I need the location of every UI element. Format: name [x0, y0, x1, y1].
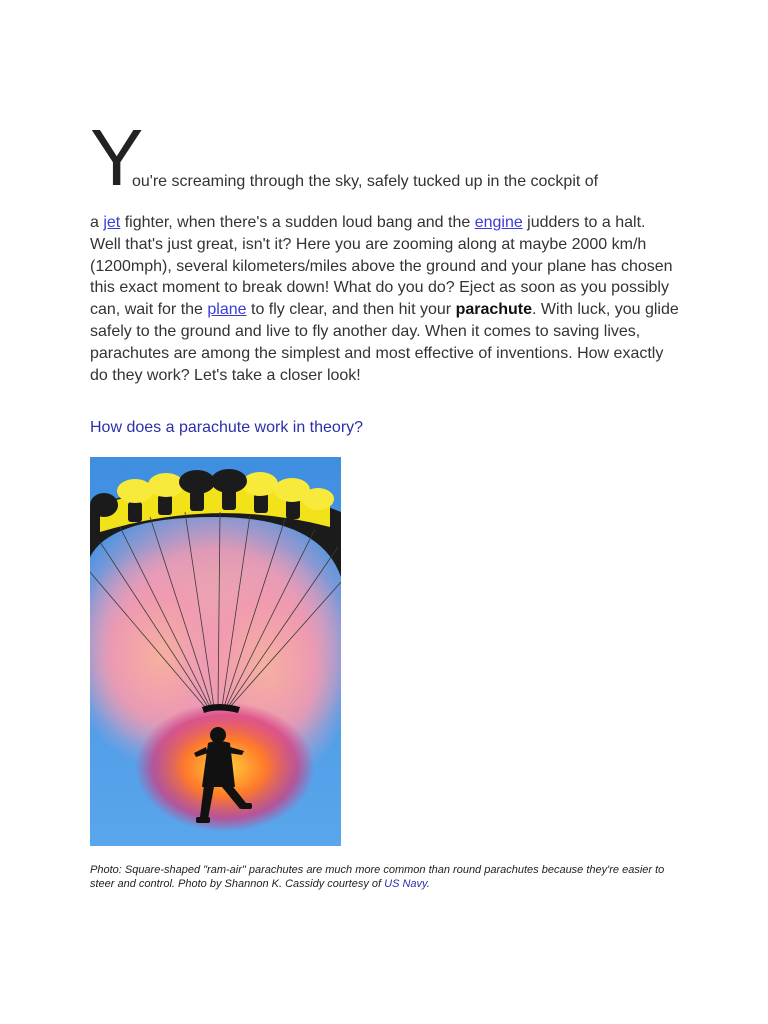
parachute-photo — [90, 457, 341, 846]
caption-end: . — [426, 878, 430, 890]
intro-first-line: ou're screaming through the sky, safely tucked up in the cockpit of — [132, 173, 599, 190]
photo-caption — [90, 863, 680, 891]
section-heading: How does a parachute work in theory? — [90, 419, 364, 436]
intro-paragraph — [90, 212, 680, 386]
paragraph-text: judders to a halt. Well that's just great, isn't it? Here you are zooming along at maybe 2000 km/h (1200mph), several kilometers/miles above the ground and your plane has chosen this exact moment to break down! What do you do? Eject as soon as you possibly can, wait for the — [90, 214, 673, 319]
caption-text: Photo: Square-shaped "ram-air" parachutes are much more common than round parachutes because they're easier to steer and control. Photo by Shannon K. Cassidy courtesy of — [90, 864, 665, 890]
paragraph-text: a — [90, 214, 104, 231]
engine-link[interactable]: engine — [474, 214, 523, 231]
paragraph-text: to fly clear, and then hit your — [246, 301, 456, 319]
parachute-bold-term: parachute — [455, 301, 533, 319]
plane-link[interactable]: plane — [207, 301, 247, 319]
paragraph-text: fighter, when there's a sudden loud bang and the — [120, 214, 475, 231]
intro-line — [90, 113, 690, 202]
paragraph-text: . With luck, you glide safely to the ground and live to fly another day. When it comes to saving lives, parachutes are among the simplest and most effective of inventions. How exactly do they work? Let's take a closer look! — [90, 301, 679, 384]
jet-link[interactable]: jet — [103, 214, 121, 231]
us-navy-link[interactable]: US Navy — [384, 878, 427, 890]
drop-cap: Y — [90, 113, 144, 202]
